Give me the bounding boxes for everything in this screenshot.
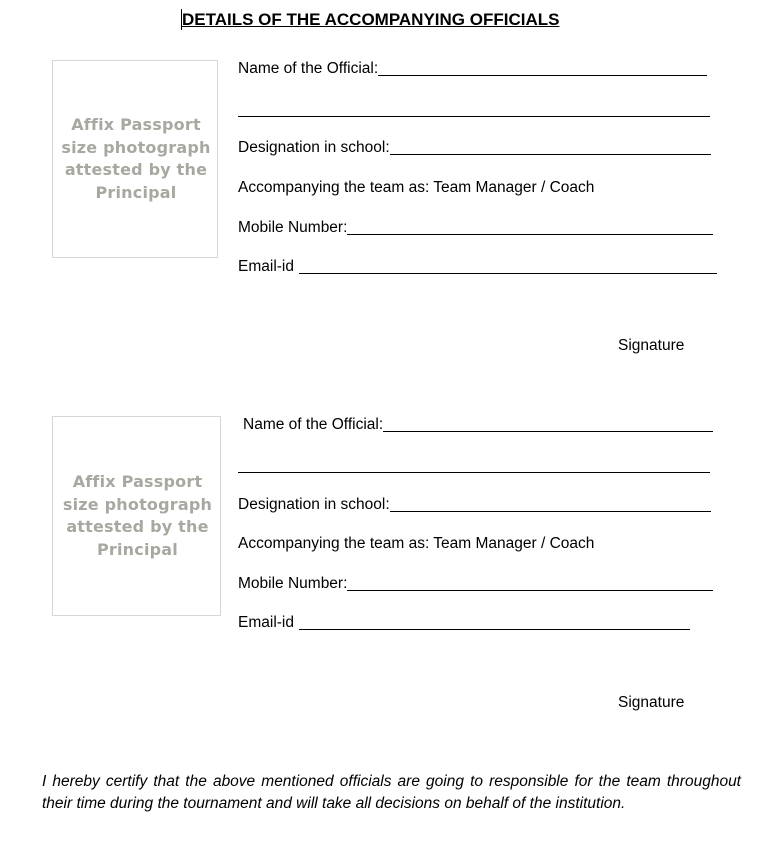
photo-text-line: Affix Passport bbox=[72, 472, 203, 491]
designation-input-line[interactable] bbox=[390, 153, 711, 155]
email-field bbox=[238, 258, 717, 276]
email-label: Email-id bbox=[238, 614, 294, 631]
signature-label: Signature bbox=[618, 337, 685, 354]
name-continuation-line[interactable] bbox=[238, 472, 710, 473]
name-field bbox=[238, 60, 707, 78]
designation-field bbox=[238, 139, 711, 157]
email-input-line[interactable] bbox=[299, 628, 690, 630]
email-input-line[interactable] bbox=[299, 272, 717, 274]
signature-label: Signature bbox=[618, 694, 685, 711]
photo-placeholder-text bbox=[61, 471, 212, 561]
designation-field bbox=[238, 496, 711, 514]
name-input-line[interactable] bbox=[383, 430, 713, 432]
name-input-line[interactable] bbox=[378, 74, 707, 76]
certification-statement: I hereby certify that the above mentioned officials are going to responsible for the team throughout their time during the tournament and will take all decisions on behalf of the institution. bbox=[42, 773, 741, 812]
mobile-field bbox=[238, 219, 713, 237]
designation-label: Designation in school: bbox=[238, 496, 390, 513]
email-label: Email-id bbox=[238, 258, 294, 275]
photo-placeholder-text bbox=[59, 114, 210, 204]
name-continuation-line[interactable] bbox=[238, 116, 710, 117]
photo-placeholder-box[interactable] bbox=[52, 416, 221, 616]
accompanying-field bbox=[238, 179, 594, 197]
name-label: Name of the Official: bbox=[243, 416, 384, 433]
mobile-label: Mobile Number: bbox=[238, 575, 348, 592]
photo-text-line: attested by the bbox=[64, 160, 208, 179]
photo-text-line: Principal bbox=[95, 182, 177, 202]
photo-text-line: Principal bbox=[96, 539, 178, 559]
photo-text-line: attested by the bbox=[66, 517, 209, 536]
photo-text-line: size photograph bbox=[62, 494, 213, 514]
photo-text-line: Affix Passport bbox=[71, 115, 201, 134]
designation-input-line[interactable] bbox=[390, 510, 711, 512]
photo-text-line: size photograph bbox=[61, 137, 211, 157]
email-field bbox=[238, 614, 690, 632]
name-field bbox=[243, 416, 713, 434]
mobile-input-line[interactable] bbox=[347, 233, 713, 235]
mobile-input-line[interactable] bbox=[347, 589, 713, 591]
accompanying-label: Accompanying the team as: Team Manager / Coach bbox=[238, 535, 595, 552]
accompanying-label: Accompanying the team as: Team Manager / Coach bbox=[238, 179, 595, 196]
page-title: DETAILS OF THE ACCOMPANYING OFFICIALS bbox=[182, 10, 560, 29]
mobile-label: Mobile Number: bbox=[238, 219, 348, 236]
mobile-field bbox=[238, 575, 713, 593]
photo-placeholder-box[interactable] bbox=[52, 60, 218, 258]
name-label: Name of the Official: bbox=[238, 60, 379, 77]
accompanying-field bbox=[238, 535, 594, 553]
designation-label: Designation in school: bbox=[238, 139, 390, 156]
